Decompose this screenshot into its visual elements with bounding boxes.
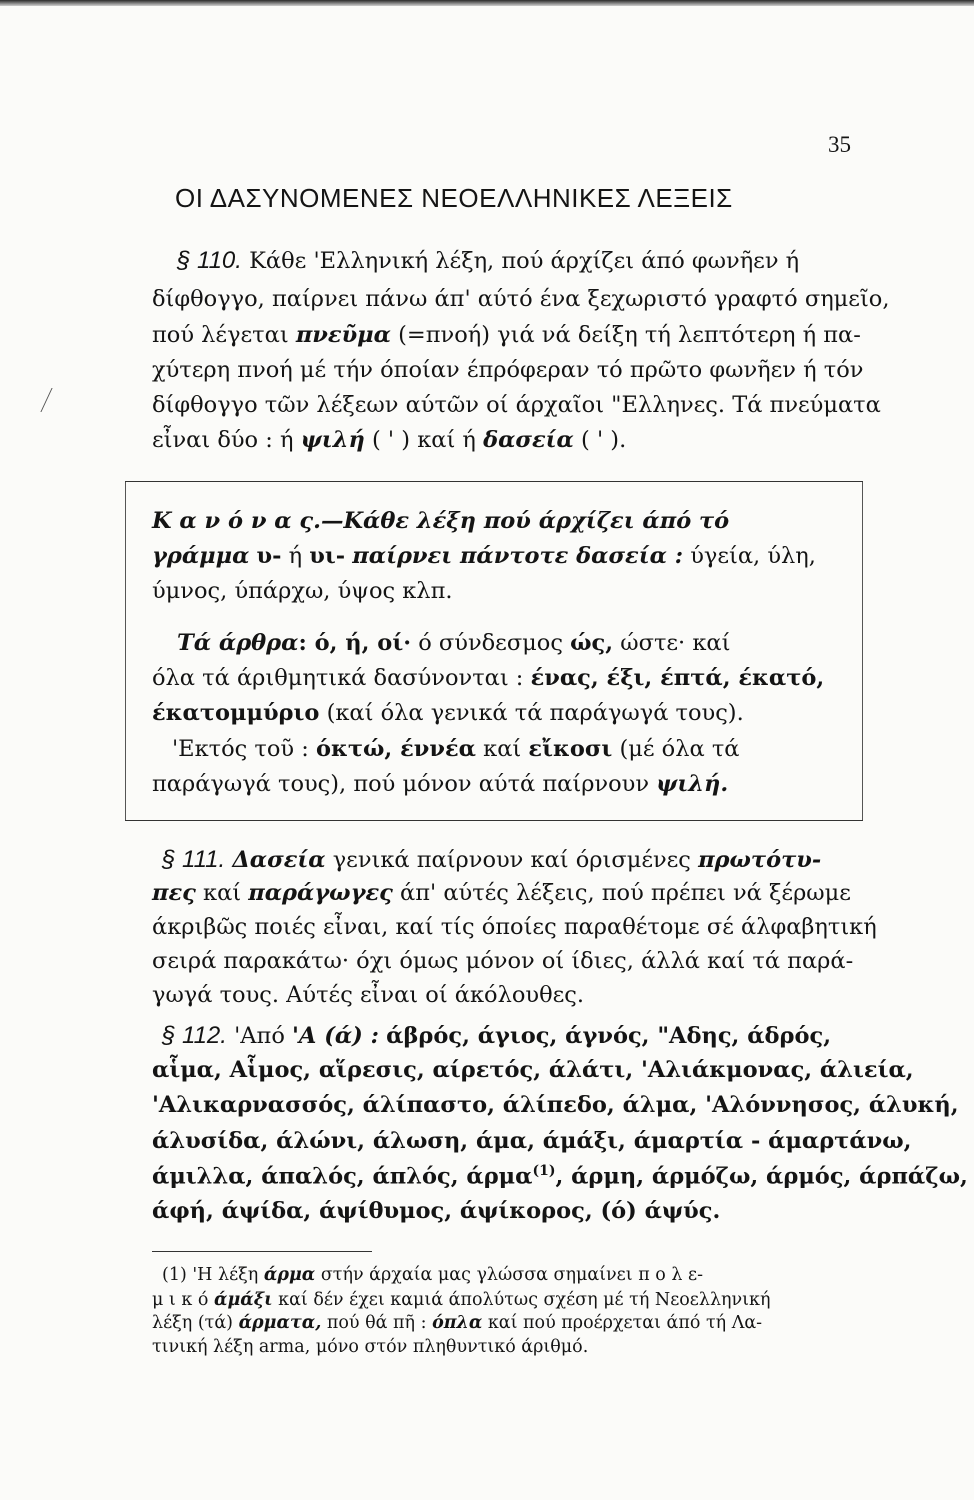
text: (καί όλα γενικά τά παράγωγά τους). (326, 700, 744, 726)
text: πρωτότυ- (698, 847, 822, 873)
text: ένας, έξι, έπτά, έκατό, (530, 665, 825, 691)
rule-line-6 (152, 700, 744, 726)
p110-line-6 (152, 427, 626, 453)
text: όκτώ, έννέα (315, 736, 476, 762)
rule-box-bottom-border (125, 820, 863, 821)
paragraph-number: § 112. (162, 1022, 227, 1049)
footnote-line-1 (162, 1265, 703, 1285)
text: άπ' αύτές λέξεις, πού πρέπει νά ξέρωμε (400, 880, 851, 906)
text: ( ' ) καί ή (372, 427, 476, 453)
p112-line-5 (152, 1163, 968, 1190)
text: πού λέγεται (152, 322, 289, 348)
footnote-line-3 (152, 1313, 762, 1333)
footnote-line-2 (152, 1290, 770, 1310)
p112-line-1 (162, 1022, 831, 1050)
p111-line-5: γωγά τους. Αύτές εἶναι οί άκόλουθες. (152, 982, 585, 1008)
text: Κάθε 'Ελληνική λέξη, πού άρχίζει άπό φωνῆεν ή (249, 248, 800, 274)
text: παράγωγες (248, 880, 393, 906)
text: καί (203, 880, 242, 906)
text: π ο λ ε- (638, 1265, 703, 1285)
rule-line-2 (152, 543, 816, 569)
text: Δασεία (232, 847, 326, 873)
section-title: ΟΙ ΔΑΣΥΝΟΜΕΝΕΣ ΝΕΟΕΛΛΗΝΙΚΕΣ ΛΕΞΕΙΣ (175, 183, 733, 213)
text: , άρμη, άρμόζω, άρμός, άρπάζω, (555, 1163, 968, 1190)
text: άμάξι (213, 1290, 273, 1310)
text: όλα τά άριθμητικά δασύνονται : (152, 665, 524, 691)
margin-mark (40, 388, 62, 412)
text: 'Εκτός τοῦ : (172, 736, 309, 762)
p112-line-2: αἷμα, Αἷμος, αἵρεσις, αίρετός, άλάτι, 'Αλιάκμονας, άλιεία, (152, 1057, 914, 1083)
text: (μέ όλα τά (619, 736, 740, 762)
term-daseia: δασεία (483, 427, 574, 453)
text: (=πνοή) γιά νά δείξη τή λεπτότερη ή πα- (398, 322, 861, 348)
paragraph-number: § 110. (177, 247, 242, 274)
text: : ό, ή, οί· (298, 630, 412, 656)
p112-line-4: άλυσίδα, άλώνι, άλωση, άμα, άμάξι, άμαρτία - άμαρτάνω, (152, 1128, 912, 1154)
text: γράμμα (152, 543, 250, 569)
text: ύπάρχω, (234, 578, 331, 604)
text: ψιλή. (656, 771, 729, 797)
text: άμιλλα, άπαλός, άπλός, άρμα (152, 1163, 533, 1190)
text: έκατομμύριο (152, 700, 320, 726)
footnote-line-4: τινική λέξη arma, μόνο στόν πληθυντικό άριθμό. (152, 1337, 589, 1357)
p112-line-3: 'Αλικαρνασσός, άλίπαστο, άλίπεδο, άλμα, 'Αλόννησος, άλυκή, (152, 1092, 959, 1118)
paragraph-number: § 111. (162, 846, 226, 873)
text: ώστε· καί (620, 630, 731, 656)
text: ( ' ). (581, 427, 627, 453)
p111-line-3: άκριβῶς ποιές εἶναι, καί τίς όποίες παραθέτομε σέ άλφαβητική (152, 914, 877, 940)
p111-line-1 (162, 846, 821, 874)
text: υι- (309, 543, 346, 569)
text: 'Από (234, 1023, 285, 1049)
rule-line-8 (152, 771, 728, 797)
rule-heading: Κ α ν ό ν α ς. (152, 508, 321, 534)
text: ύμνος, (152, 578, 228, 604)
text: 'Α (ά) : (292, 1023, 379, 1049)
rule-line-5 (152, 665, 824, 691)
text: Τά άρθρα (177, 630, 299, 656)
page-top-edge (0, 0, 974, 6)
text: παράγωγά τους), πού μόνον αύτά παίρνουν (152, 771, 650, 797)
text: ώς, (570, 630, 614, 656)
rule-line-3 (152, 578, 453, 604)
p110-line-3 (152, 322, 861, 348)
footnote-separator (152, 1251, 372, 1252)
p110-line-5: δίφθογγο τῶν λέξεων αύτῶν οί άρχαῖοι "Ελληνες. Τά πνεύματα (152, 392, 881, 418)
text: γενικά παίρνουν καί όρισμένες (332, 847, 691, 873)
p112-line-6: άφή, άψίδα, άψίθυμος, άψίκορος, (ό) άψύς. (152, 1198, 721, 1224)
text: λέξη (τά) (152, 1313, 233, 1333)
text: άβρός, άγιος, άγνός, "Αδης, άδρός, (386, 1023, 832, 1049)
text: καί (483, 736, 522, 762)
text: ύγεία, ύλη, (690, 543, 816, 569)
text: μ ι κ ό (152, 1290, 209, 1310)
term-psili: ψιλή (300, 427, 365, 453)
rule-line-1 (152, 508, 729, 534)
text: πες (152, 880, 196, 906)
text: εἴκοσι (528, 736, 613, 762)
footnote-ref: (1) (532, 1163, 556, 1179)
p110-line-4: χύτερη πνοή μέ τήν όποίαν έπρόφεραν τό πρῶτο φωνῆεν ή τόν (152, 357, 864, 383)
text: ύψος κλπ. (337, 578, 453, 604)
text: καί πού προέρχεται άπό τή Λα- (487, 1313, 763, 1333)
rule-line-7 (172, 736, 739, 762)
text: καί δέν έχει καμιά άπολύτως σχέση μέ τή Νεοελληνική (278, 1290, 771, 1310)
text: εἶναι δύο : ή (152, 427, 294, 453)
text: στήν άρχαία μας γλώσσα σημαίνει (320, 1265, 633, 1285)
p110-line-2: δίφθογγο, παίρνει πάνω άπ' αύτό ένα ξεχωριστό γραφτό σημεῖο, (152, 286, 890, 312)
text: (1) 'Η λέξη (162, 1265, 259, 1285)
text: ό σύνδεσμος (418, 630, 563, 656)
text: παίρνει πάντοτε δασεία : (352, 543, 684, 569)
p110-line-1 (177, 247, 799, 275)
text: όπλα (432, 1313, 483, 1333)
page-number: 35 (828, 132, 851, 157)
text: πού θά πῆ : (326, 1313, 427, 1333)
text: ή (288, 543, 303, 569)
text: άρμα (263, 1265, 316, 1285)
text: άρματα, (238, 1313, 322, 1333)
text: υ- (256, 543, 282, 569)
text: —Κάθε λέξη πού άρχίζει άπό τό (320, 508, 730, 534)
p111-line-4: σειρά παρακάτω· όχι όμως μόνον οί ίδιες, άλλά καί τά παρά- (152, 948, 854, 974)
p111-line-2 (152, 880, 851, 906)
rule-line-4 (177, 630, 730, 656)
term-pneuma: πνεῦμα (295, 322, 391, 348)
